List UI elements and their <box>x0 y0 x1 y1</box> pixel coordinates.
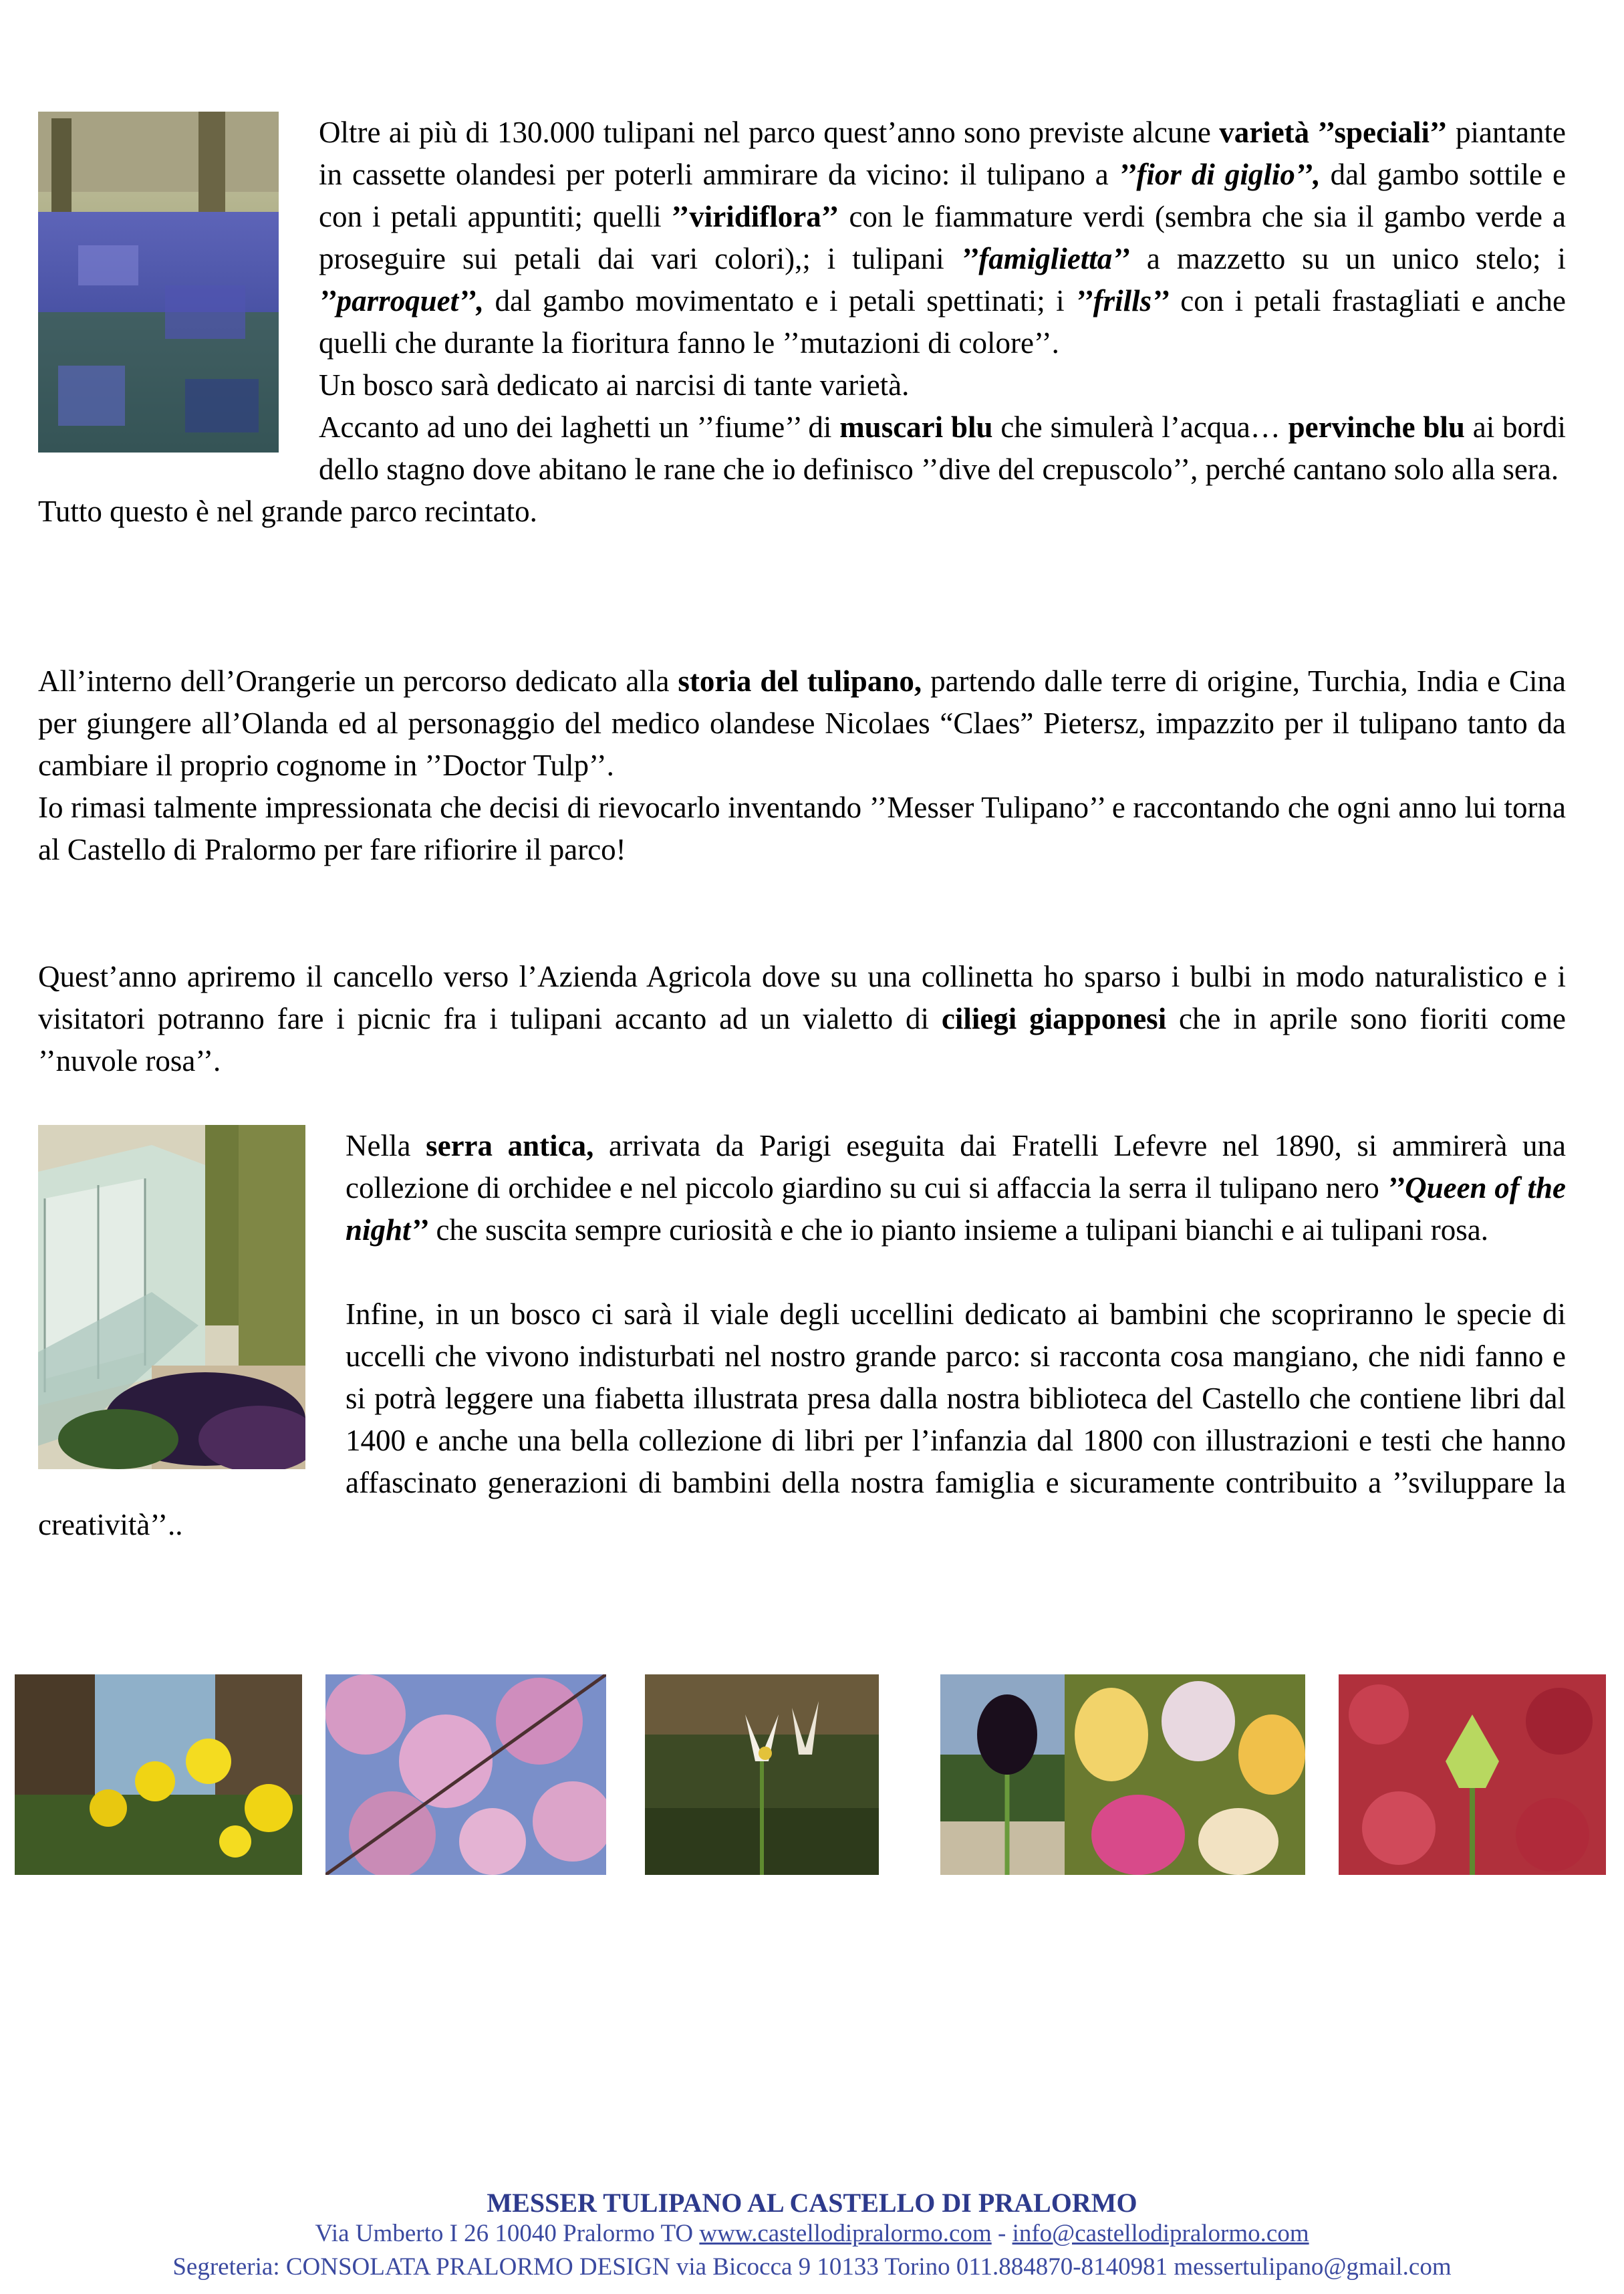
greenhouse-photo <box>38 1125 346 1469</box>
black-tulip-photo <box>940 1674 1081 1875</box>
para3-bold: muscari blu <box>839 410 993 444</box>
section-farm <box>38 956 1566 1082</box>
section-greenhouse <box>38 1125 1566 1546</box>
cherry-blossom-photo <box>325 1674 606 1875</box>
para1-text: dal gambo movimentato e i petali spettinati; i <box>484 284 1076 317</box>
footer-separator: - <box>991 2220 1012 2247</box>
para3-bold: pervinche blu <box>1288 410 1465 444</box>
birds-para: Infine, in un bosco ci sarà il viale degli uccellini dedicato ai bambini che scopriranno le specie di uccelli che vivono indisturbati nel nostro grande parco: si racconta cosa mangiano, che nidi fanno e si potrà leggere una fiabetta illustrata presa dalla nostra biblioteca del Castello che contiene libri dal 1400 e anche una bella collezione di libri per l’infanzia dal 1800 con illustrazioni e testi che hanno affascinato generazioni di bambini della nostra famiglia e sicuramente contribuito a ’’sviluppare la creatività’’.. <box>38 1297 1566 1541</box>
para1-bold-italic: ’’fior di giglio’’, <box>1118 158 1321 191</box>
para1-bold: varietà ’’speciali’’ <box>1219 116 1448 149</box>
orangerie-bold: storia del tulipano, <box>678 664 922 698</box>
para3-text: Accanto ad uno dei laghetti un ’’fiume’’ di <box>319 410 840 444</box>
farm-text: che in aprile sono fioriti come ’’nuvole rosa’’. <box>38 1002 1566 1077</box>
greenhouse-bold-italic: ’’Queen of the night’’ <box>346 1171 1566 1247</box>
orangerie-text: All’interno dell’Orangerie un percorso dedicato alla <box>38 664 678 698</box>
white-tulips-photo <box>645 1674 879 1875</box>
para1-text: Oltre ai più di 130.000 tulipani nel parco quest’anno sono previste alcune <box>319 116 1220 149</box>
footer-address <box>0 2219 1624 2248</box>
para1-bold-italic: ’’parroquet’’, <box>319 284 485 317</box>
para1-bold-italic: ’’frills’’ <box>1075 284 1170 317</box>
email-link[interactable]: info@castellodipralormo.com <box>1012 2220 1309 2247</box>
greenhouse-text: Nella <box>346 1129 426 1162</box>
para-narcissi: Un bosco sarà dedicato ai narcisi di tante varietà. <box>319 368 910 402</box>
para1-text: con i petali frastagliati e anche quelli che durante la fioritura fanno le ’’mutazioni di colore’’. <box>319 284 1566 360</box>
pink-yellow-tulips-photo <box>1065 1674 1305 1875</box>
daffodils-photo <box>15 1674 302 1875</box>
orangerie-text: partendo dalle terre di origine, Turchia, India e Cina per giungere all’Olanda ed al personaggio del medico olandese Nicolaes “Claes” Pietersz, impazzito per il tulipano tanto da cambiare il proprio cognome in ’’Doctor Tulp’’. <box>38 664 1567 782</box>
greenhouse-text: che suscita sempre curiosità e che io pianto insieme a tulipani bianchi e ai tulipani rosa. <box>428 1213 1488 1247</box>
footer-secretary: Segreteria: CONSOLATA PRALORMO DESIGN via Bicocca 9 10133 Torino 011.884870-8140981 messertulipano@gmail.com <box>172 2253 1452 2281</box>
footer-title: MESSER TULIPANO AL CASTELLO DI PRALORMO <box>487 2188 1137 2218</box>
para3-text: che simulerà l’acqua… <box>992 410 1289 444</box>
footer-address-text: Via Umberto I 26 10040 Pralormo TO <box>315 2220 700 2247</box>
para1-text: dal gambo sottile e con i petali appuntiti; quelli <box>319 158 1567 233</box>
muscari-photo <box>38 112 319 453</box>
greenhouse-text: arrivata da Parigi eseguita dai Fratelli Lefevre nel 1890, si ammirerà una collezione di orchidee e nel piccolo giardino su cui si affaccia la serra il tulipano nero <box>346 1129 1567 1204</box>
para1-text: a mazzetto su un unico stelo; i <box>1129 242 1566 275</box>
green-tulip-photo <box>1339 1674 1606 1875</box>
farm-text: Quest’anno apriremo il cancello verso l’Azienda Agricola dove su una collinetta ho sparso i bulbi in modo naturalistico e i visitatori potranno fare i picnic fra i tulipani accanto ad un vialetto di <box>38 960 1566 1035</box>
greenhouse-bold: serra antica, <box>426 1129 594 1162</box>
para3-text: ai bordi dello stagno dove abitano le rane che io definisco ’’dive del crepuscolo’’, perché cantano solo alla sera. <box>319 410 1567 486</box>
para1-bold-italic: ’’famiglietta’’ <box>960 242 1130 275</box>
farm-bold: ciliegi giapponesi <box>941 1002 1167 1035</box>
para1-bold: ’’viridiflora’’ <box>671 200 839 233</box>
section-muscari <box>38 112 1566 533</box>
para1-text: con le fiammature verdi (sembra che sia il gambo verde a proseguire sui petali dai vari colori),; i tulipani <box>319 200 1566 275</box>
orangerie-para2: Io rimasi talmente impressionata che decisi di rievocarlo inventando ’’Messer Tulipano’’ e raccontando che ogni anno lui torna al Castello di Pralormo per fare rifiorire il parco! <box>38 791 1566 866</box>
para-park: Tutto questo è nel grande parco recintato. <box>38 495 537 528</box>
para1-text: piantante in cassette olandesi per poterli ammirare da vicino: il tulipano a <box>319 116 1566 191</box>
website-link[interactable]: www.castellodipralormo.com <box>699 2220 992 2247</box>
section-orangerie <box>38 660 1566 871</box>
